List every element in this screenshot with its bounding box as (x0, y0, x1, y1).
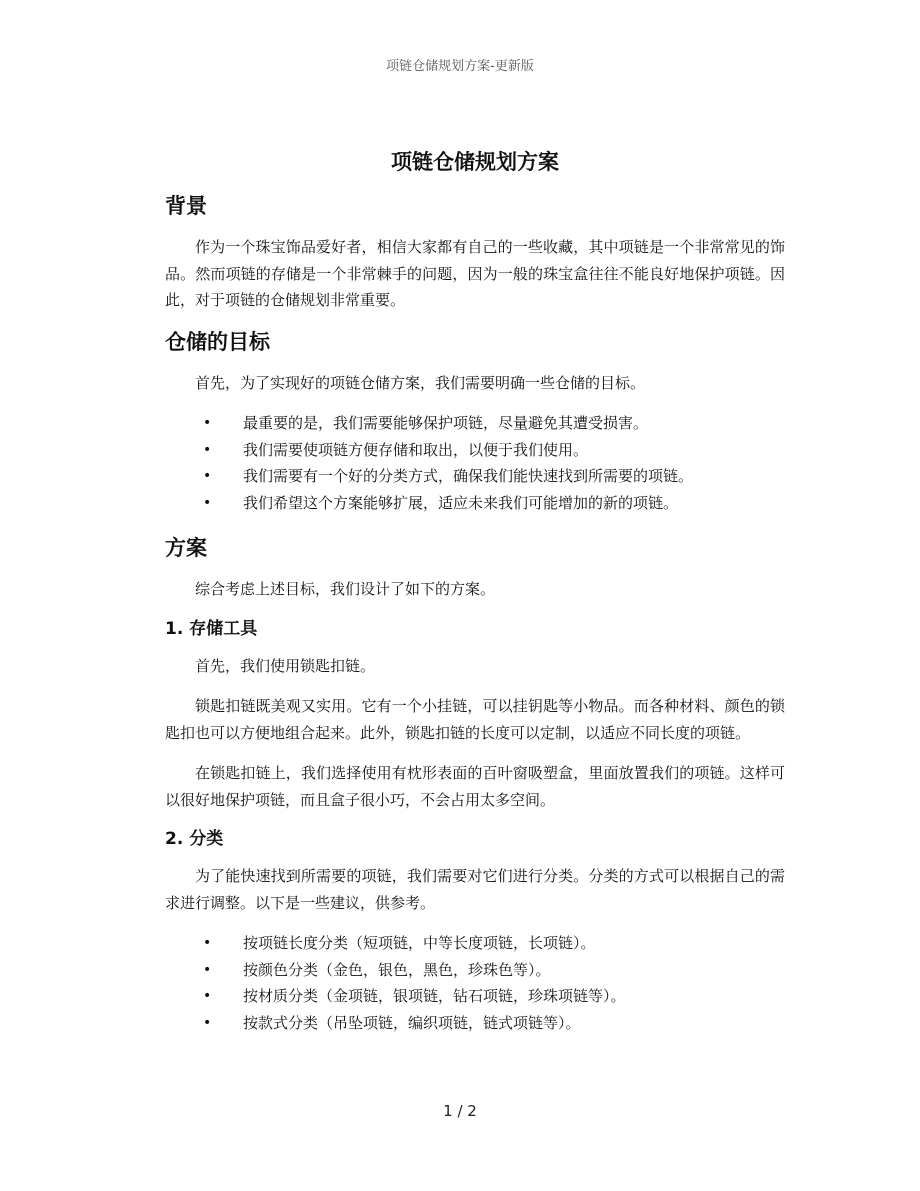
heading-classification: 2. 分类 (165, 829, 224, 849)
bullet-icon: • (203, 468, 212, 484)
classification-p1: 为了能快速找到所需要的项链，我们需要对它们进行分类。分类的方式可以根据自己的需求进行调整。以下是一些建议，供参考。 (165, 867, 785, 912)
bullet-icon: • (203, 961, 212, 978)
page-number: 1 / 2 (443, 1102, 477, 1120)
storage-tools-p3: 在锁匙扣链上，我们选择使用有枕形表面的百叶窗吸塑盒，里面放置我们的项链。这样可以很好地保护项链，而且盒子很小巧，不会占用太多空间。 (165, 764, 785, 809)
list-item: • 按项链长度分类（短项链，中等长度项链，长项链）。 (165, 930, 785, 957)
bullet-icon: • (203, 1014, 212, 1031)
list-item: • 我们希望这个方案能够扩展，适应未来我们可能增加的新的项链。 (165, 490, 785, 517)
list-item: • 按颜色分类（金色，银色，黑色，珍珠色等）。 (165, 957, 785, 984)
running-header: 项链仓储规划方案-更新版 (386, 59, 534, 74)
bullet-icon: • (203, 494, 212, 511)
document-title: 项链仓储规划方案 (391, 150, 559, 174)
bullet-icon: • (203, 415, 212, 431)
classification-list (165, 930, 785, 1036)
heading-plan: 方案 (165, 536, 207, 560)
bullet-icon: • (203, 441, 212, 458)
list-item: • 我们需要使项链方便存储和取出，以便于我们使用。 (165, 437, 785, 464)
goals-intro: 首先，为了实现好的项链仓储方案，我们需要明确一些仓储的目标。 (195, 373, 646, 392)
heading-storage-tools: 1. 存储工具 (165, 618, 258, 639)
list-item: • 按款式分类（吊坠项链，编织项链，链式项链等）。 (165, 1010, 785, 1037)
document-body (165, 148, 785, 1054)
heading-goals: 仓储的目标 (165, 329, 270, 354)
storage-tools-p1: 首先，我们使用锁匙扣链。 (195, 656, 376, 675)
plan-intro: 综合考虑上述目标，我们设计了如下的方案。 (195, 580, 496, 598)
storage-tools-p2: 锁匙扣链既美观又实用。它有一个小挂链，可以挂钥匙等小物品。而各种材料、颜色的锁匙扣也可以方便地组合起来。此外，锁匙扣链的长度可以定制，以适应不同长度的项链。 (165, 697, 785, 742)
background-paragraph: 作为一个珠宝饰品爱好者，相信大家都有自己的一些收藏，其中项链是一个非常常见的饰品。然而项链的存储是一个非常棘手的问题，因为一般的珠宝盒往往不能良好地保护项链。因此，对于项链的仓储规划非常重要。 (165, 238, 785, 309)
list-item: • 我们需要有一个好的分类方式，确保我们能快速找到所需要的项链。 (165, 463, 785, 490)
list-item: • 按材质分类（金项链，银项链，钻石项链，珍珠项链等）。 (165, 983, 785, 1010)
bullet-icon: • (203, 935, 212, 951)
heading-background: 背景 (165, 194, 207, 218)
goals-list (165, 410, 785, 516)
list-item: • 最重要的是，我们需要能够保护项链，尽量避免其遭受损害。 (165, 410, 785, 437)
bullet-icon: • (203, 988, 212, 1004)
